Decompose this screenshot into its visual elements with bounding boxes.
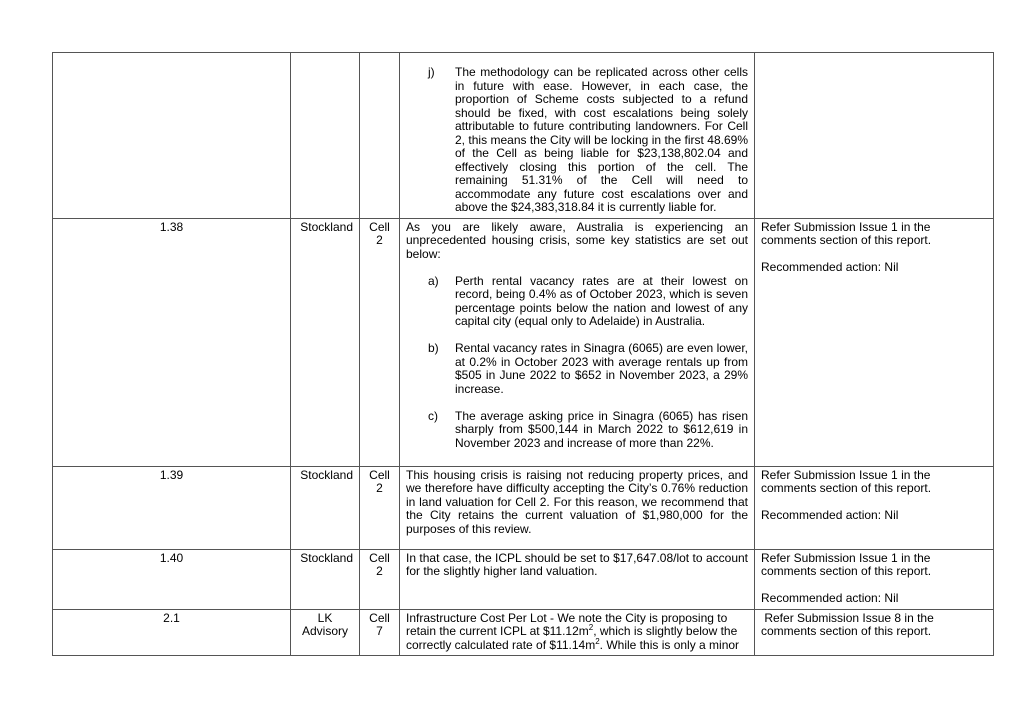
cell-num: 7	[376, 624, 383, 638]
recommended-action: Recommended action: Nil	[761, 508, 899, 522]
cell-word: Cell	[369, 467, 390, 482]
submission-number: 2.1	[53, 609, 291, 656]
response-cell	[755, 53, 994, 219]
response-cell	[755, 466, 994, 549]
superscript: 2	[588, 623, 594, 632]
item-label: c)	[428, 408, 438, 423]
submitter: Stockland	[291, 466, 360, 549]
response-cell	[755, 549, 994, 609]
response-cell	[755, 218, 994, 466]
submission-text	[400, 53, 755, 219]
list-item	[428, 342, 748, 396]
submission-text: This housing crisis is raising not reducing property prices, and we therefore have difficulty accepting the City’s 0.76% reduction in land valuation for Cell 2. For this reason, we recommend that the City retains the current valuation of $1,980,000 for the purposes of this review.	[400, 466, 755, 549]
submission-number: 1.39	[53, 466, 291, 549]
table-row	[53, 609, 994, 656]
recommended-action: Recommended action: Nil	[761, 260, 899, 274]
response-text: Refer Submission Issue 1 in the comments section of this report.	[761, 550, 932, 578]
list-item	[428, 275, 748, 329]
cell-number	[360, 218, 400, 466]
cell-number	[360, 609, 400, 656]
list-item	[428, 66, 748, 215]
item-text: The average asking price in Sinagra (6065) has risen sharply from $500,144 in March 2022 to $612,619 in November 2023 and increase of more than 22%.	[455, 408, 748, 450]
cell-word: Cell	[369, 610, 390, 625]
response-text: Refer Submission Issue 1 in the comments section of this report.	[761, 467, 932, 495]
response-cell	[755, 609, 994, 656]
submission-text	[400, 609, 755, 656]
submitter-line-1: LK	[317, 610, 333, 625]
response-text: Refer Submission Issue 8 in the comments section of this report.	[761, 610, 938, 638]
cell-num: 2	[376, 233, 383, 247]
submission-text	[400, 218, 755, 466]
item-text: Rental vacancy rates in Sinagra (6065) are even lower, at 0.2% in October 2023 with average rentals up from $505 in June 2022 to $652 in November 2023, a 29% increase.	[455, 341, 748, 396]
cell-word: Cell	[369, 550, 390, 565]
submitter	[291, 609, 360, 656]
cell-num: 2	[376, 564, 383, 578]
submitter-line-2: Advisory	[301, 624, 348, 638]
cell-number	[360, 53, 400, 219]
table-row	[53, 549, 994, 609]
text-part: . While this is only a minor	[599, 637, 740, 652]
text-part: , which is slightly below the correctly calculated rate of $11.14m	[406, 624, 738, 652]
submission-text: In that case, the ICPL should be set to $17,647.08/lot to account for the slightly higher land valuation.	[400, 549, 755, 609]
item-label: j)	[428, 65, 435, 79]
submission-number: 1.40	[53, 549, 291, 609]
submitter: Stockland	[291, 549, 360, 609]
list-item	[428, 410, 748, 451]
submitter: Stockland	[291, 218, 360, 466]
table-row	[53, 53, 994, 219]
item-label: a)	[428, 273, 439, 288]
recommended-action: Recommended action: Nil	[761, 591, 899, 605]
submitter	[291, 53, 360, 219]
cell-word: Cell	[369, 219, 390, 234]
intro-text: As you are likely aware, Australia is experiencing an unprecedented housing crisis, some key statistics are set out below:	[406, 219, 748, 261]
table-row	[53, 218, 994, 466]
cell-number	[360, 466, 400, 549]
submissions-table	[52, 52, 994, 656]
item-label: b)	[428, 341, 439, 355]
submission-number	[53, 53, 291, 219]
item-text: Perth rental vacancy rates are at their lowest on record, being 0.4% as of October 2023, which is seven percentage points below the nation and lowest of any capital city (equal only to Adelaide) in Australia.	[455, 273, 748, 328]
cell-num: 2	[376, 481, 383, 495]
submission-number: 1.38	[53, 218, 291, 466]
text-part: Infrastructure Cost Per Lot - We note the City is proposing to retain the current ICPL at $11.12m	[406, 610, 728, 638]
table-row	[53, 466, 994, 549]
response-text: Refer Submission Issue 1 in the comments section of this report.	[761, 219, 932, 247]
superscript: 2	[595, 636, 600, 646]
cell-number	[360, 549, 400, 609]
item-text: The methodology can be replicated across other cells in future with ease. However, in each case, the proportion of Scheme costs subjected to a refund should be fixed, with cost escalations being solely attributable to future contributing landowners. For Cell 2, this means the City will be locking in the first 48.69% of the Cell as being liable for $23,138,802.04 and effectively closing this portion of the cell. The remaining 51.31% of the Cell will need to accommodate any future cost escalations over and above the $24,383,318.84 it is currently liable for.	[455, 65, 748, 214]
